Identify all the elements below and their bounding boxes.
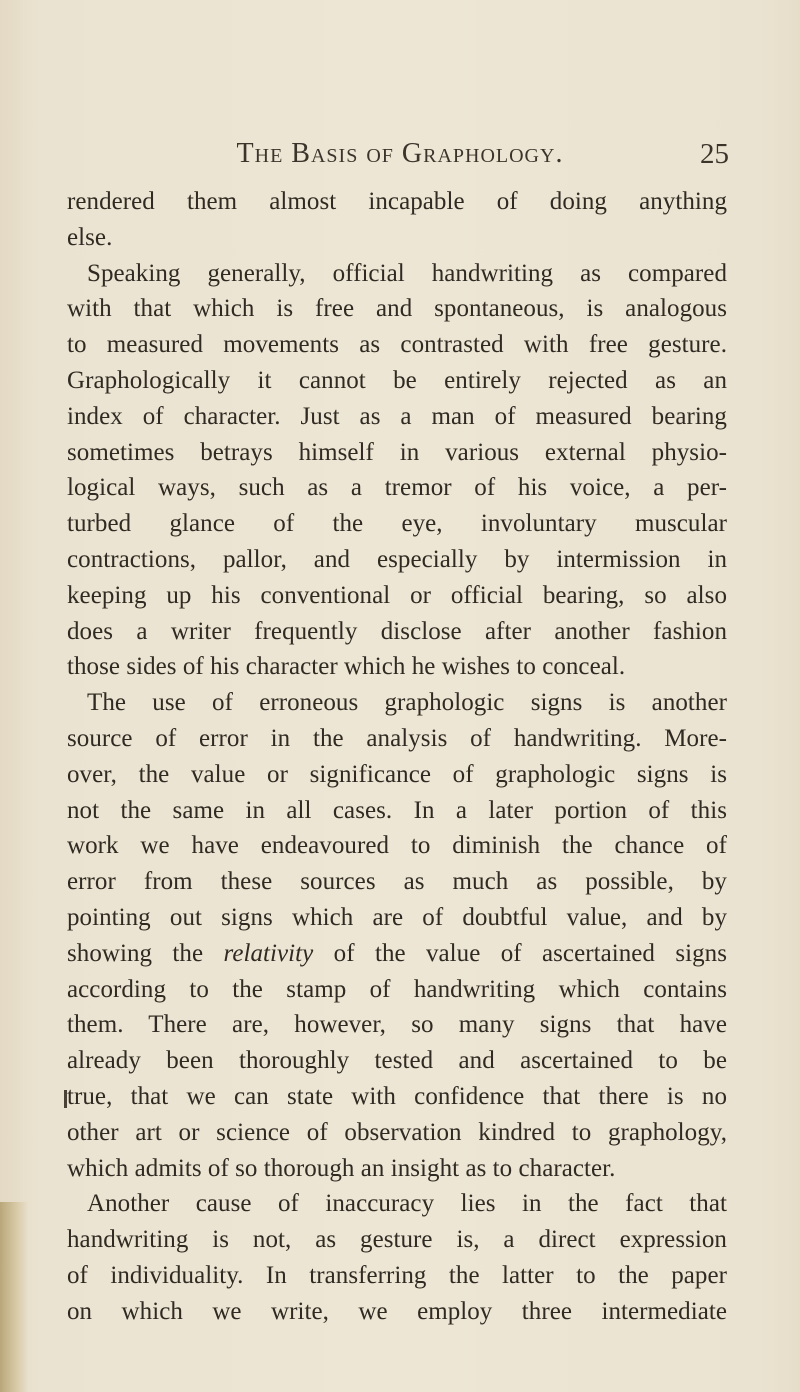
text-segment: of the value of ascertained signs — [313, 939, 727, 967]
text-line: according to the stamp of handwriting which contains — [67, 975, 727, 1003]
text-line: not the same in all cases. In a later portion of this — [67, 796, 727, 824]
text-line: contractions, pallor, and especially by intermission in — [67, 545, 727, 573]
text-line — [67, 936, 727, 972]
page-binding-shadow — [0, 1202, 28, 1392]
text-line: Graphologically it cannot be entirely rejected as an — [67, 366, 727, 394]
text-line: which admits of so thorough an insight as to character. — [67, 1154, 616, 1182]
text-line: logical ways, such as a tremor of his voice, a per- — [67, 474, 727, 502]
page-number: 25 — [700, 138, 729, 170]
text-line: work we have endeavoured to diminish the chance of — [67, 832, 727, 860]
text-line: Another cause of inaccuracy lies in the fact that — [87, 1190, 727, 1218]
running-title: The Basis of Graphology. — [236, 138, 564, 169]
text-line: source of error in the analysis of handwriting. More- — [67, 724, 727, 752]
text-line: index of character. Just as a man of measured bearing — [67, 402, 727, 430]
text-line: Speaking generally, official handwriting as compared — [87, 259, 727, 287]
text-line: turbed glance of the eye, involuntary muscular — [67, 510, 727, 538]
text-line: pointing out signs which are of doubtful value, and by — [67, 903, 727, 931]
text-line: error from these sources as much as possible, by — [67, 868, 727, 896]
italic-emphasis: relativity — [223, 939, 314, 967]
margin-mark — [64, 1090, 67, 1108]
text-line: those sides of his character which he wishes to conceal. — [67, 653, 626, 681]
text-line: of individuality. In transferring the latter to the paper — [67, 1261, 727, 1289]
text-line: over, the value or significance of graphologic signs is — [67, 760, 727, 788]
running-header — [100, 138, 700, 170]
text-line: does a writer frequently disclose after another fashion — [67, 617, 727, 645]
text-line: The use of erroneous graphologic signs is another — [87, 689, 727, 717]
body-text — [67, 184, 727, 1330]
text-line: true, that we can state with confidence that there is no — [67, 1082, 727, 1110]
text-line: to measured movements as contrasted with free gesture. — [67, 331, 727, 359]
text-line: rendered them almost incapable of doing anything — [67, 188, 727, 215]
text-line: other art or science of observation kindred to graphology, — [67, 1118, 727, 1146]
text-line: handwriting is not, as gesture is, a direct expression — [67, 1226, 727, 1254]
text-segment: showing the — [67, 939, 224, 967]
text-line: them. There are, however, so many signs that have — [67, 1011, 727, 1039]
text-line: with that which is free and spontaneous, is analogous — [67, 295, 727, 323]
text-line: on which we write, we employ three intermediate — [67, 1297, 727, 1325]
text-line: sometimes betrays himself in various external physio- — [67, 438, 727, 466]
text-line: already been thoroughly tested and ascertained to be — [67, 1047, 727, 1075]
text-line: else. — [67, 223, 113, 251]
text-line: keeping up his conventional or official bearing, so also — [67, 581, 727, 609]
